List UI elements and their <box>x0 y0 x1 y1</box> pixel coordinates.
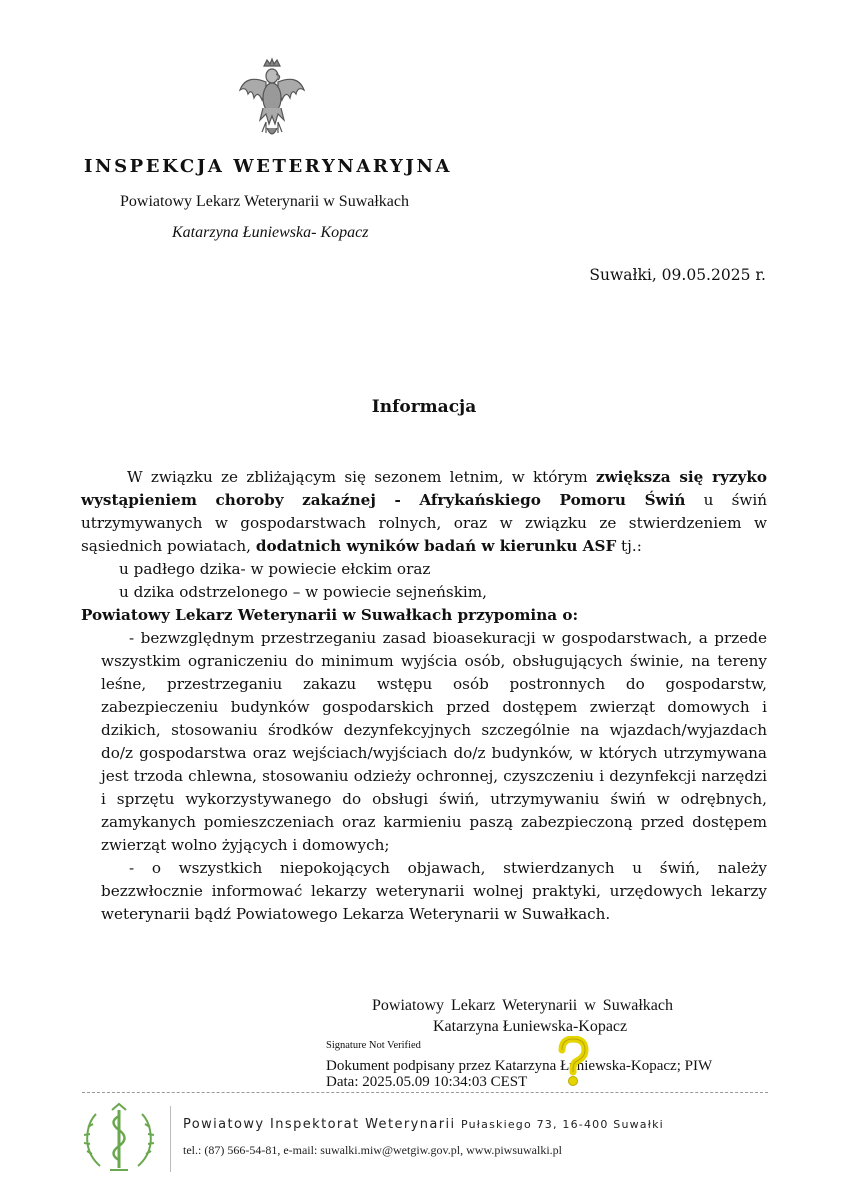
intro-text-e: tj.: <box>616 537 642 555</box>
intro-text-b: zwiększa się ryzyko wystąpieniem choroby zakaźnej - Afrykańskiego Pomoru Świń <box>81 468 767 509</box>
intro-text-d: dodatnich wyników badań w kierunku ASF <box>255 537 617 555</box>
signature-status: Signature Not Verified <box>326 1040 421 1051</box>
eagle-emblem-icon <box>236 56 308 142</box>
document-date: Suwałki, 09.05.2025 r. <box>589 266 766 284</box>
list-item: - bezwzględnym przestrzeganiu zasad bioasekuracji w gospodarstwach, a przede wszystkim ograniczeniu do minimum wyjścia osób, obsługujących świnie, na tereny leśne, przestrzeganiu zakazu wstępu osób postronnych do gospodarstw, zabezpieczeniu budynków gospodarskich przed dostępem zwierząt domowych i dzikich, stosowaniu środków dezynfekcyjnych szczególnie na wjazdach/wyjazdach do/z gospodarstwa oraz wejściach/wyjściach do/z budynków, w których utrzymywana jest trzoda chlewna, stosowaniu odzieży ochronnej, czyszczeniu i dezynfekcji narzędzi i sprzętu wykorzystywanego do obsługi świń, utrzymywaniu świń w odrębnych, zamykanych pomieszczeniach oraz karmieniu paszą zabezpieczoną przed dostępem zwierząt wolno żyjących i domowych; <box>101 629 767 854</box>
intro-text-a: W związku ze zbliżającym się sezonem letnim, w którym <box>127 468 596 486</box>
institution-address: Pułaskiego 73, 16-400 Suwałki <box>461 1118 664 1131</box>
footer-divider <box>82 1092 768 1093</box>
veterinary-logo-icon <box>80 1102 158 1176</box>
office-name: Powiatowy Lekarz Weterynarii w Suwałkach <box>120 193 409 210</box>
question-mark-icon <box>556 1036 590 1088</box>
document-title: Informacja <box>371 397 477 417</box>
reminder-heading: Powiatowy Lekarz Weterynarii w Suwałkach przypomina o: <box>81 606 579 624</box>
document-body <box>81 466 767 926</box>
signature-name: Katarzyna Łuniewska-Kopacz <box>433 1018 628 1035</box>
signature-document-line: Dokument podpisany przez Katarzyna Łuniewska-Kopacz; PIW <box>326 1058 713 1074</box>
case-line-1: u padłego dzika- w powiecie ełckim oraz <box>119 560 431 578</box>
institution-name: Powiatowy Inspektorat Weterynarii <box>183 1117 461 1132</box>
signature-title: Powiatowy Lekarz Weterynarii w Suwałkach <box>372 997 673 1014</box>
official-name: Katarzyna Łuniewska- Kopacz <box>172 224 369 241</box>
reminder-list <box>81 627 767 926</box>
intro-text-c: u świń utrzymywanych w gospodarstwach rolnych, oraz w związku ze stwierdzeniem w sąsiednich powiatach, <box>81 491 767 555</box>
signature-date-line: Data: 2025.05.09 10:34:03 CEST <box>326 1074 528 1090</box>
footer-contact: tel.: (87) 566-54-81, e-mail: suwalki.miw@wetgiw.gov.pl, www.piwsuwalki.pl <box>183 1143 562 1157</box>
list-item: - o wszystkich niepokojących objawach, stwierdzanych u świń, należy bezzwłocznie informować lekarzy weterynarii wolnej praktyki, urzędowych lekarzy weterynarii bądź Powiatowego Lekarza Weterynarii w Suwałkach. <box>101 859 767 923</box>
footer-institution <box>183 1117 664 1132</box>
organization-name: INSPEKCJA WETERYNARYJNA <box>84 156 453 177</box>
footer-separator <box>170 1106 171 1172</box>
case-line-2: u dzika odstrzelonego – w powiecie sejneńskim, <box>119 583 488 601</box>
intro-paragraph <box>81 466 767 558</box>
